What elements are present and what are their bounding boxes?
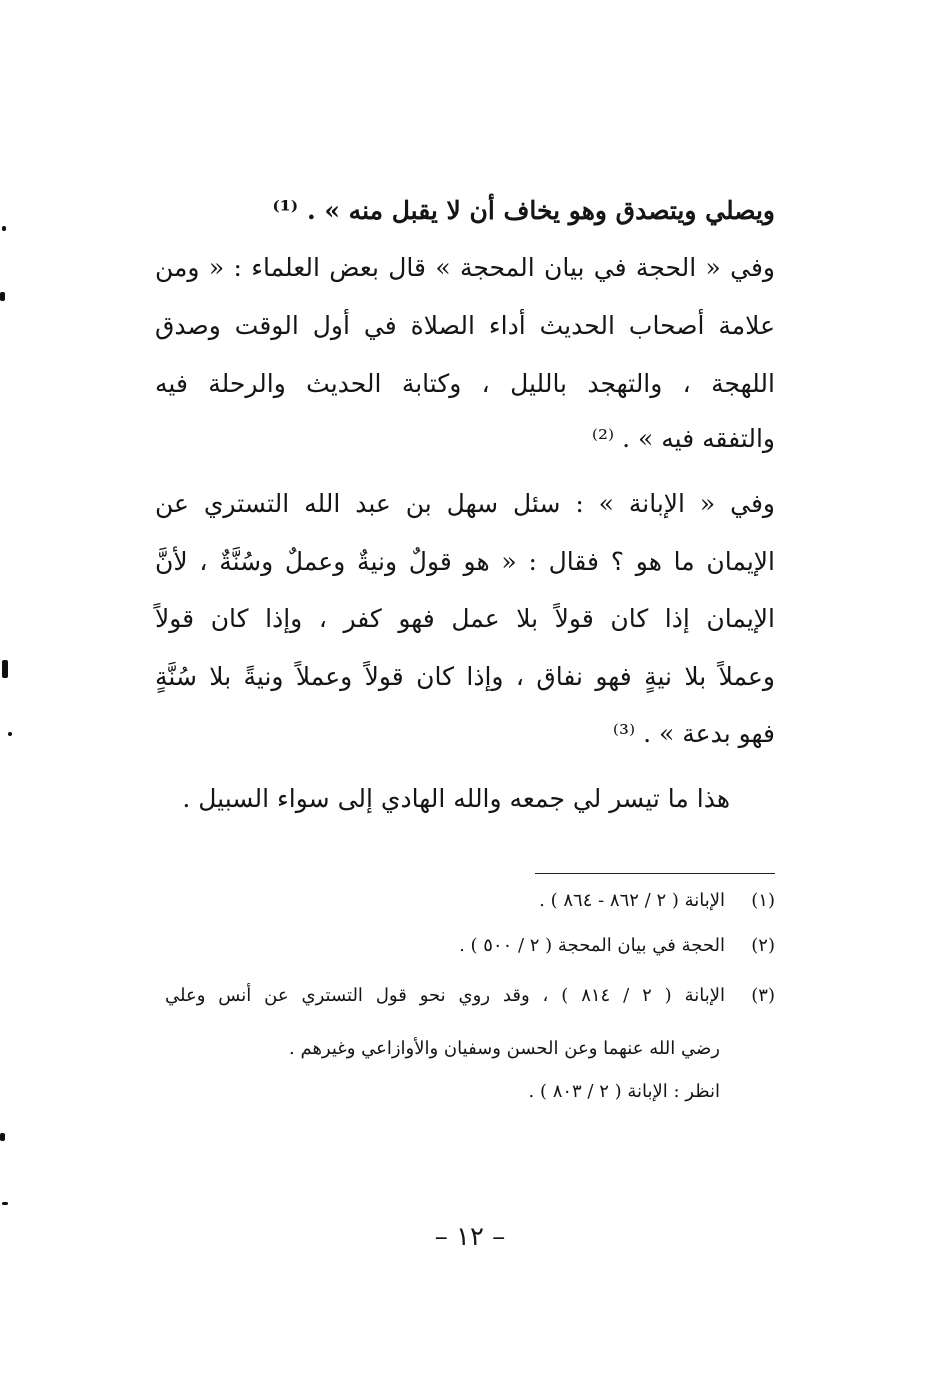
footnote-2-text: الحجة في بيان المحجة ( ٢ / ٥٠٠ ) . [459, 935, 725, 956]
footnote-1-text: الإبانة ( ٢ / ٨٦٢ - ٨٦٤ ) . [539, 890, 725, 911]
page-number: – ١٢ – [434, 1222, 506, 1252]
body-line-9: وعملاً بلا نيةٍ فهو نفاق ، وإذا كان قولاً وعملاً ونيةً بلا سُنَّةٍ [155, 662, 775, 691]
footnote-3-continuation-2: انظر : الإبانة ( ٢ / ٨٠٣ ) . [528, 1081, 720, 1102]
footnote-separator [535, 873, 775, 874]
body-line-8: الإيمان إذا كان قولاً بلا عمل فهو كفر ، وإذا كان قولاً [155, 604, 775, 633]
scan-speck [0, 292, 5, 301]
body-line-6: وفي « الإبانة » : سئل سهل بن عبد الله التستري عن [155, 489, 775, 518]
body-line-3: علامة أصحاب الحديث أداء الصلاة في أول الوقت وصدق [155, 311, 775, 340]
scan-speck [2, 226, 6, 231]
scan-speck [2, 660, 8, 678]
body-line-4: اللهجة ، والتهجد بالليل ، وكتابة الحديث والرحلة فيه [155, 369, 775, 398]
scan-speck [0, 1133, 5, 1141]
scan-speck [2, 1202, 8, 1205]
scan-speck [8, 732, 12, 736]
body-line-7: الإيمان ما هو ؟ فقال : « هو قولٌ ونيةٌ وعملٌ وسُنَّةٌ ، لأنَّ [155, 547, 775, 576]
body-line-5: والتفقه فيه » . ⁽²⁾ [591, 424, 775, 453]
footnote-1-number: (١) [751, 890, 775, 911]
body-line-2: وفي « الحجة في بيان المحجة » قال بعض العلماء : « ومن [155, 253, 775, 282]
closing-line: هذا ما تيسر لي جمعه والله الهادي إلى سواء السبيل . [182, 784, 730, 813]
body-line-10: فهو بدعة » . ⁽³⁾ [612, 719, 775, 748]
body-line-1: ويصلي ويتصدق وهو يخاف أن لا يقبل منه » . ⁽¹⁾ [272, 196, 775, 225]
footnote-3-text: الإبانة ( ٢ / ٨١٤ ) ، وقد روي نحو قول التستري عن أنس وعلي [165, 985, 725, 1006]
footnote-3-number: (٣) [751, 985, 775, 1006]
footnote-3-continuation-1: رضي الله عنهما وعن الحسن وسفيان والأوازاعي وغيرهم . [289, 1038, 720, 1059]
footnote-2-number: (٢) [751, 935, 775, 956]
